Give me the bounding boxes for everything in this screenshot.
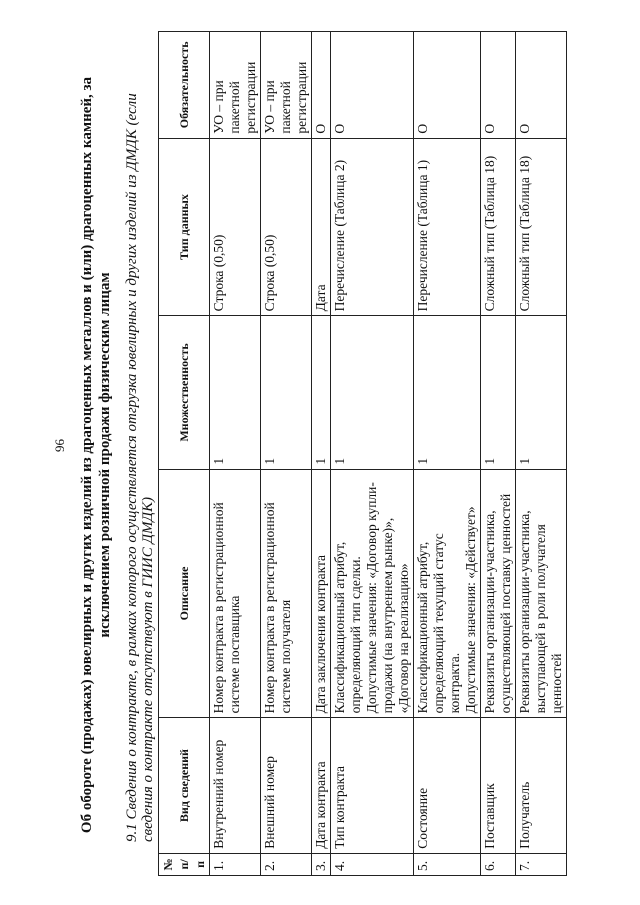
header-req: Обязательность: [159, 32, 210, 139]
cell-type: Дата: [312, 138, 331, 316]
cell-type: Строка (0,50): [210, 138, 261, 316]
desc-line: Допустимые значения: «Действует»: [463, 506, 478, 714]
cell-type: Перечисление (Таблица 1): [414, 138, 481, 316]
cell-kind: Дата контракта: [312, 718, 331, 853]
cell-mult: 1: [331, 316, 414, 469]
cell-req: О: [331, 32, 414, 139]
table-row: [414, 32, 481, 876]
cell-req: О: [312, 32, 331, 139]
desc-line: Реквизиты организации-участника, осуществляющей поставку ценностей: [482, 493, 513, 714]
cell-num: 7.: [516, 853, 567, 875]
header-type: Тип данных: [159, 138, 210, 316]
desc-line: Классификационный атрибут, определяющий текущий статус контракта.: [415, 533, 462, 714]
page-number: 96: [52, 439, 67, 452]
document-sheet: [72, 30, 632, 880]
table-row: [312, 32, 331, 876]
desc-line: Дата заключения контракта: [313, 554, 328, 714]
cell-num: 4.: [331, 853, 414, 875]
cell-req: О: [516, 32, 567, 139]
desc-line: Классификационный атрибут, определяющий тип сделки.: [332, 541, 363, 714]
cell-kind: Тип контракта: [331, 718, 414, 853]
cell-kind: Внутренний номер: [210, 718, 261, 853]
cell-desc: [516, 469, 567, 718]
cell-desc: [261, 469, 312, 718]
header-num: № п/п: [159, 853, 210, 875]
header-desc: Описание: [159, 469, 210, 718]
cell-kind: Поставщик: [481, 718, 516, 853]
cell-mult: 1: [516, 316, 567, 469]
desc-line: Реквизиты организации-участника, выступающей в роли получателя ценностей: [517, 510, 564, 714]
desc-line: Допустимые значения: «Договор купли-продажи (на внутреннем рынке)», «Договор на реализацию»: [364, 482, 411, 714]
table-row: [331, 32, 414, 876]
section-subtitle: 9.1 Сведения о контракте, в рамках которого осуществляется отгрузка ювелирных и других изделий из ДМДК (если сведения о контракте отсутствуют в ГИИС ДМДК): [124, 93, 156, 842]
cell-mult: 1: [414, 316, 481, 469]
cell-mult: 1: [261, 316, 312, 469]
cell-kind: Состояние: [414, 718, 481, 853]
cell-desc: [312, 469, 331, 718]
cell-mult: 1: [210, 316, 261, 469]
desc-line: Номер контракта в регистрационной системе получателя: [262, 502, 293, 714]
cell-type: Строка (0,50): [261, 138, 312, 316]
cell-type: Сложный тип (Таблица 18): [481, 138, 516, 316]
cell-num: 3.: [312, 853, 331, 875]
cell-num: 6.: [481, 853, 516, 875]
header-mult: Множественность: [159, 316, 210, 469]
cell-kind: Получатель: [516, 718, 567, 853]
cell-type: Сложный тип (Таблица 18): [516, 138, 567, 316]
cell-desc: [210, 469, 261, 718]
cell-req: О: [414, 32, 481, 139]
table-header-row: [159, 32, 210, 876]
cell-req: УО – при пакетной регистрации: [210, 32, 261, 139]
table-row: [516, 32, 567, 876]
cell-num: 5.: [414, 853, 481, 875]
desc-line: Номер контракта в регистрационной системе поставщика: [211, 502, 242, 714]
cell-desc: [414, 469, 481, 718]
document-title: Об обороте (продажах) ювелирных и других изделий из драгоценных металлов и (или) драгоценных камней, за исключением розничной продажи физическим лицам: [79, 76, 113, 834]
table-row: [210, 32, 261, 876]
cell-desc: [481, 469, 516, 718]
cell-req: О: [481, 32, 516, 139]
header-kind: Вид сведений: [159, 718, 210, 853]
cell-kind: Внешний номер: [261, 718, 312, 853]
cell-desc: [331, 469, 414, 718]
cell-num: 1.: [210, 853, 261, 875]
cell-type: Перечисление (Таблица 2): [331, 138, 414, 316]
cell-req: УО – при пакетной регистрации: [261, 32, 312, 139]
cell-mult: 1: [312, 316, 331, 469]
table-row: [481, 32, 516, 876]
contract-fields-table: [158, 31, 567, 876]
cell-num: 2.: [261, 853, 312, 875]
table-row: [261, 32, 312, 876]
cell-mult: 1: [481, 316, 516, 469]
